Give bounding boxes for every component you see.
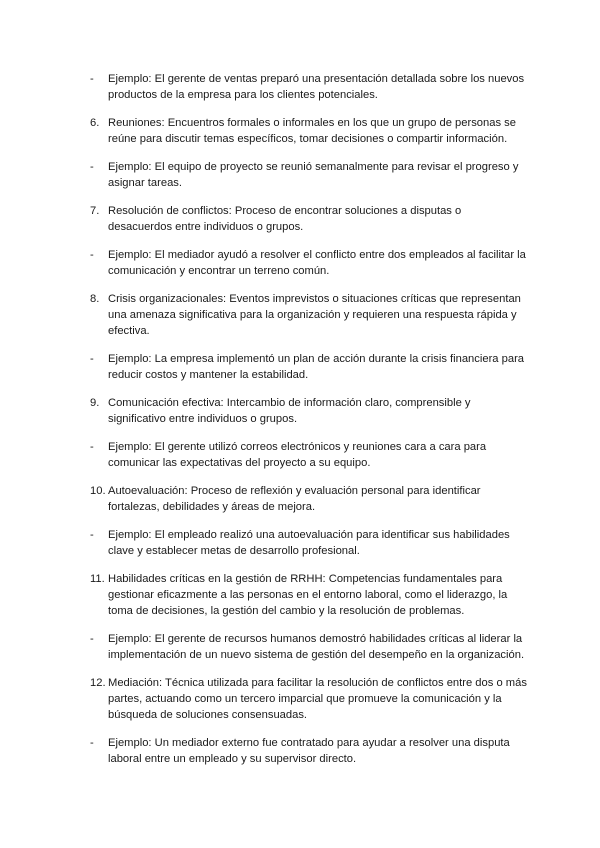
example-text: Ejemplo: El gerente de recursos humanos demostró habilidades críticas al liderar la implementación de un nuevo sistema de gestión del desempeño en la organización. (108, 633, 525, 661)
definition-item (90, 203, 528, 235)
bullet-marker: - (90, 633, 94, 645)
example-item (90, 631, 528, 663)
example-item (90, 351, 528, 383)
definition-text: Comunicación efectiva: Intercambio de información claro, comprensible y significativo entre individuos o grupos. (108, 397, 471, 425)
bullet-marker: - (90, 249, 94, 261)
item-number: 11. (90, 573, 105, 585)
bullet-marker: - (90, 73, 94, 85)
example-text: Ejemplo: El gerente utilizó correos electrónicos y reuniones cara a cara para comunicar las expectativas del proyecto a su equipo. (108, 441, 487, 469)
definition-item (90, 291, 528, 339)
example-item (90, 527, 528, 559)
example-item (90, 71, 528, 103)
definition-item (90, 395, 528, 427)
example-item (90, 735, 528, 767)
item-number: 12. (90, 677, 106, 689)
definition-item (90, 675, 528, 723)
example-item (90, 439, 528, 471)
definition-text: Habilidades críticas en la gestión de RRHH: Competencias fundamentales para gestionar eficazmente a las personas en el entorno laboral, como el liderazgo, la toma de decisiones, la gestión del cambio y la resolución de problemas. (108, 573, 508, 617)
example-item (90, 159, 528, 191)
bullet-marker: - (90, 737, 94, 749)
example-text: Ejemplo: Un mediador externo fue contratado para ayudar a resolver una disputa laboral entre un empleado y su supervisor directo. (108, 737, 510, 765)
item-number: 8. (90, 293, 100, 305)
bullet-marker: - (90, 161, 94, 173)
definition-text: Autoevaluación: Proceso de reflexión y evaluación personal para identificar fortalezas, debilidades y áreas de mejora. (108, 485, 481, 513)
definition-item (90, 115, 528, 147)
item-number: 6. (90, 117, 100, 129)
bullet-marker: - (90, 441, 94, 453)
definition-text: Crisis organizacionales: Eventos imprevistos o situaciones críticas que representan una amenaza significativa para la organización y requieren una respuesta rápida y efectiva. (108, 293, 521, 337)
example-text: Ejemplo: El equipo de proyecto se reunió semanalmente para revisar el progreso y asignar tareas. (108, 161, 519, 189)
definition-text: Reuniones: Encuentros formales o informales en los que un grupo de personas se reúne para discutir temas específicos, tomar decisiones o compartir información. (108, 117, 516, 145)
example-text: Ejemplo: El mediador ayudó a resolver el conflicto entre dos empleados al facilitar la comunicación y encontrar un terreno común. (108, 249, 526, 277)
item-number: 9. (90, 397, 100, 409)
definition-text: Resolución de conflictos: Proceso de encontrar soluciones a disputas o desacuerdos entre individuos o grupos. (108, 205, 462, 233)
bullet-marker: - (90, 353, 94, 365)
item-number: 7. (90, 205, 100, 217)
definition-text: Mediación: Técnica utilizada para facilitar la resolución de conflictos entre dos o más partes, actuando como un tercero imparcial que promueve la comunicación y la búsqueda de soluciones consensuadas. (108, 677, 527, 721)
definition-item (90, 571, 528, 619)
item-number: 10. (90, 485, 106, 497)
definition-item (90, 483, 528, 515)
example-text: Ejemplo: El empleado realizó una autoevaluación para identificar sus habilidades clave y establecer metas de desarrollo profesional. (108, 529, 510, 557)
bullet-marker: - (90, 529, 94, 541)
example-text: Ejemplo: La empresa implementó un plan de acción durante la crisis financiera para reducir costos y mantener la estabilidad. (108, 353, 525, 381)
example-text: Ejemplo: El gerente de ventas preparó una presentación detallada sobre los nuevos productos de la empresa para los clientes potenciales. (108, 73, 525, 101)
example-item (90, 247, 528, 279)
